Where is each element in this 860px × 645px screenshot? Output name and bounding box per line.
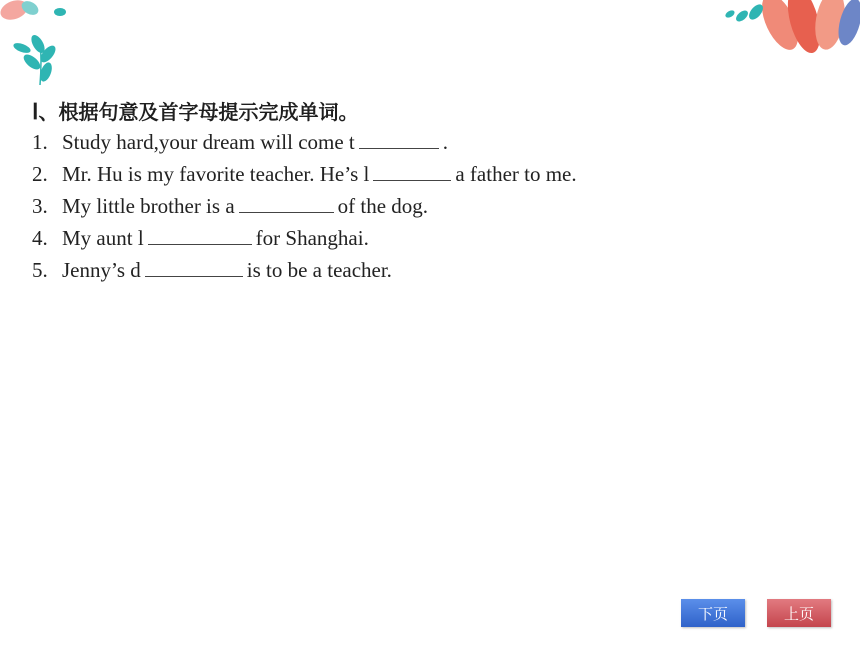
question-number: 5. xyxy=(32,258,48,282)
question-number: 2. xyxy=(32,162,48,186)
leaf-decoration-right xyxy=(720,0,860,75)
question-text-after: is to be a teacher. xyxy=(246,258,392,282)
question-text-after: of the dog. xyxy=(337,194,429,218)
answer-blank[interactable] xyxy=(359,130,439,149)
section-title xyxy=(32,96,359,125)
answer-blank[interactable] xyxy=(148,226,252,245)
answer-blank[interactable] xyxy=(373,162,451,181)
question-text-before: My aunt l xyxy=(62,226,144,250)
question-text-after: for Shanghai. xyxy=(255,226,369,250)
question-text-before: Study hard,your dream will come t xyxy=(62,130,355,154)
question-text-before: Jenny’s d xyxy=(62,258,141,282)
section-numeral: Ⅰ xyxy=(32,99,39,124)
question-text-before: Mr. Hu is my favorite teacher. He’s l xyxy=(62,162,370,186)
section-instruction: 、根据句意及首字母提示完成单词。 xyxy=(38,100,359,124)
question-text-after: a father to me. xyxy=(455,162,577,186)
question-number: 3. xyxy=(32,194,48,218)
leaf-decoration-left xyxy=(0,0,80,90)
question-1 xyxy=(32,130,448,155)
answer-blank[interactable] xyxy=(145,258,243,277)
question-2 xyxy=(32,162,577,187)
next-page-button[interactable]: 下页 xyxy=(681,599,745,627)
question-3 xyxy=(32,194,428,219)
previous-page-button[interactable]: 上页 xyxy=(767,599,831,627)
answer-blank[interactable] xyxy=(239,194,334,213)
question-text-before: My little brother is a xyxy=(62,194,235,218)
question-4 xyxy=(32,226,369,251)
question-5 xyxy=(32,258,392,283)
question-text-after: . xyxy=(442,130,449,154)
question-number: 4. xyxy=(32,226,48,250)
question-number: 1. xyxy=(32,130,48,154)
